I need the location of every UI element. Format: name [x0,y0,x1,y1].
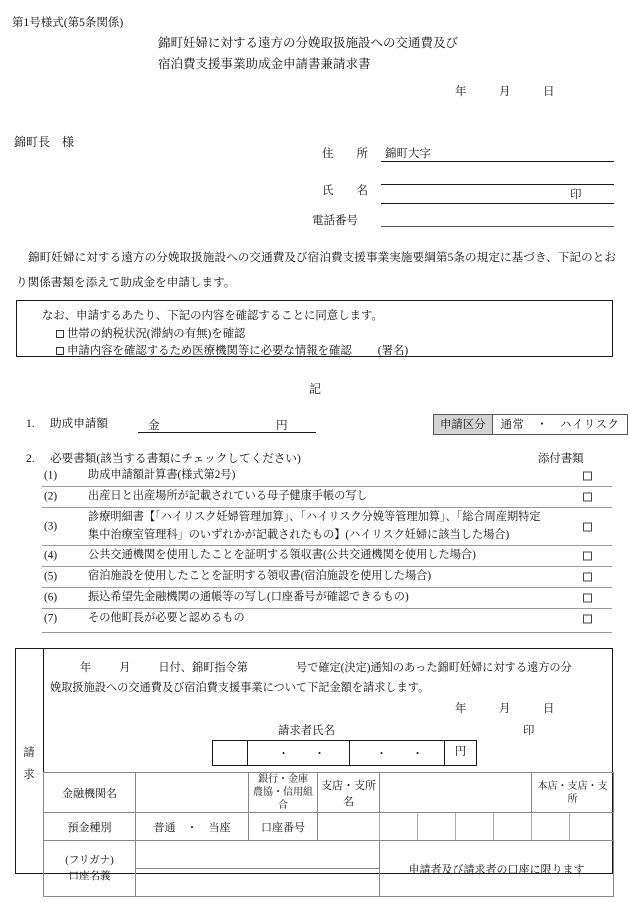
row-checkbox[interactable] [583,615,592,624]
claim-date-year: 年 [455,703,467,715]
account-number-digit[interactable] [570,813,614,841]
item-2-label: 必要書類(該当する書類にチェックしてください) [50,452,301,465]
amount-dot: ・ [314,748,325,760]
item-2-number: 2. [26,452,35,465]
amount-input-line[interactable] [138,432,316,433]
row-checkbox[interactable] [583,493,592,502]
institution-label: 金融機関名 [44,773,136,813]
amount-dot: ・ [412,748,423,760]
account-number-digit[interactable] [318,813,380,841]
row-text: 振込希望先金融機関の通帳等の写し(口座番号が確認できるもの) [88,591,409,603]
claim-date-month: 月 [499,703,511,715]
claim-date-day: 日 [543,703,555,715]
row-text: 助成申請額計算書(様式第2号) [88,469,236,481]
amount-yen-label: 円 [276,419,288,432]
item-1-heading [26,415,108,431]
claim-paragraph [50,658,606,698]
claim-year: 年 [80,662,92,674]
documents-table-bottom-border [42,632,612,633]
claim-amount-cells[interactable] [212,740,477,766]
amount-cell-2[interactable] [248,741,350,765]
deposit-type-label: 預金種別 [44,813,136,841]
row-number: (2) [44,490,58,503]
consent-checkbox-2[interactable] [56,347,64,355]
table-row[interactable] [42,545,612,566]
application-category[interactable] [433,414,628,435]
ki-mark: 記 [308,382,321,396]
submission-date-year: 年 [455,86,467,98]
amount-dot: ・ [278,748,289,760]
addressee-honorific: 様 [62,135,75,149]
account-name-value-input[interactable] [136,869,379,897]
addressee-name: 錦町長 [14,135,51,149]
table-row[interactable] [42,608,612,629]
table-row[interactable] [42,587,612,608]
bank-account-row [44,813,614,841]
institution-input[interactable] [136,773,249,813]
item-1-label: 助成申請額 [50,417,108,430]
table-row[interactable] [42,566,612,587]
phone-field-label: 電話番号 [312,215,358,227]
bank-account-table [43,772,614,897]
claim-paragraph-line2: 娩取扱施設への交通費及び宿泊費支援事業について下記金額を請求します。 [50,682,430,694]
table-row[interactable] [42,466,612,486]
account-name-input[interactable] [136,841,380,897]
application-category-label: 申請区分 [434,415,493,434]
branch-input[interactable] [380,773,532,813]
row-number: (3) [44,519,58,532]
account-name-kana-input[interactable] [136,841,379,869]
account-number-digit[interactable] [494,813,532,841]
submission-date-day: 日 [543,86,555,98]
bank-institution-row [44,773,614,813]
consent-checkbox-1[interactable] [56,330,64,338]
row-text: その他町長が必要と認めるもの [88,612,245,624]
branch-type-options[interactable]: 本店・支店・支 所 [532,773,614,813]
deposit-type-options[interactable]: 普通 ・ 当座 [136,813,249,841]
application-category-options[interactable]: 通常 ・ ハイリスク [493,415,628,434]
address-field-label: 住 所 [322,148,368,160]
amount-yen-cell: 円 [454,746,467,758]
claim-order-prefix: 日付、錦町指令第 [158,662,248,674]
form-number: 第1号様式(第5条関係) [12,17,124,29]
submission-date-month: 月 [499,86,511,98]
claim-date-line [455,700,554,716]
required-documents-table [42,466,612,629]
account-number-digit[interactable] [456,813,494,841]
claimant-seal-mark: 印 [523,725,535,737]
table-row[interactable] [42,486,612,507]
amount-cell-3[interactable] [350,741,445,765]
consent-item-2[interactable]: 申請内容を確認するため医療機関等に必要な情報を確認 (署名) [56,342,408,358]
row-number: (7) [44,612,58,625]
attachment-column-header: 添付書類 [538,453,584,465]
phone-line[interactable] [381,226,614,227]
form-title-line2: 宿泊費支援事業助成金申請書兼請求書 [158,57,371,71]
account-number-label: 口座番号 [249,813,318,841]
claim-vertical-label: 請 求 [23,747,35,781]
branch-label: 支店・支所名 [318,773,380,813]
account-name-row [44,841,614,897]
account-name-label: (フリガナ) 口座名義 [44,841,136,897]
name-line[interactable] [381,203,614,204]
row-text: 出産日と出産場所が記載されている母子健康手帳の写し [88,490,368,502]
institution-type-options[interactable]: 銀行・金庫 農協・信用組合 [249,773,318,813]
row-checkbox[interactable] [583,522,592,531]
account-number-digit[interactable] [380,813,418,841]
form-title [158,33,458,75]
row-number: (1) [44,469,58,482]
row-number: (6) [44,591,58,604]
item-1-number: 1. [26,417,35,430]
amount-dot: ・ [376,748,387,760]
account-number-digit[interactable] [418,813,456,841]
amount-cell-1[interactable] [213,741,248,765]
claimant-name-label: 請求者氏名 [278,725,335,737]
addressee [14,133,74,150]
table-row[interactable] [42,507,612,545]
claim-month: 月 [119,662,131,674]
body-paragraph: 錦町妊婦に対する遠方の分娩取扱施設への交通費及び宿泊費支援事業実施要綱第5条の規定に基づき、下記のとおり関係書類を添えて助成金を申請します。 [16,251,616,289]
row-text: 診療明細書【「ハイリスク妊婦管理加算」、「ハイリスク分娩等管理加算」、「総合周産期特定集中治療室管理科」のいずれかが記載されたもの】(ハイリスク妊婦に該当した場合) [88,511,541,541]
account-note: 申請者及び請求者の口座に限ります [380,841,614,897]
row-checkbox[interactable] [583,573,592,582]
submission-date-line [455,83,555,99]
address-line-2[interactable] [381,184,614,185]
account-number-digit[interactable] [532,813,570,841]
amount-kin-label: 金 [148,419,160,432]
claim-order-suffix: 号で確定(決定)通知のあった錦町妊婦に対する遠方の分 [295,662,572,674]
consent-item-1[interactable]: 世帯の納税状況(滞納の有無)を確認 [56,325,245,341]
item-2-heading [26,450,301,466]
row-number: (4) [44,549,58,562]
seal-mark: 印 [570,189,582,201]
form-title-line1: 錦町妊婦に対する遠方の分娩取扱施設への交通費及び [158,36,459,50]
row-number: (5) [44,570,58,583]
consent-intro: なお、申請するあたり、下記の内容を確認することに同意します。 [42,310,383,322]
row-checkbox[interactable] [583,552,592,561]
consent-signature-label: (署名) [377,345,409,357]
row-text: 宿泊施設を使用したことを証明する領収書(宿泊施設を使用した場合) [88,570,432,582]
address-line-1[interactable] [381,161,614,162]
name-field-label: 氏 名 [322,185,368,197]
row-checkbox[interactable] [583,594,592,603]
address-field-value[interactable]: 錦町大字 [385,148,431,160]
row-text: 公共交通機関を使用したことを証明する領収書(公共交通機関を使用した場合) [88,549,476,561]
row-checkbox[interactable] [583,472,592,481]
